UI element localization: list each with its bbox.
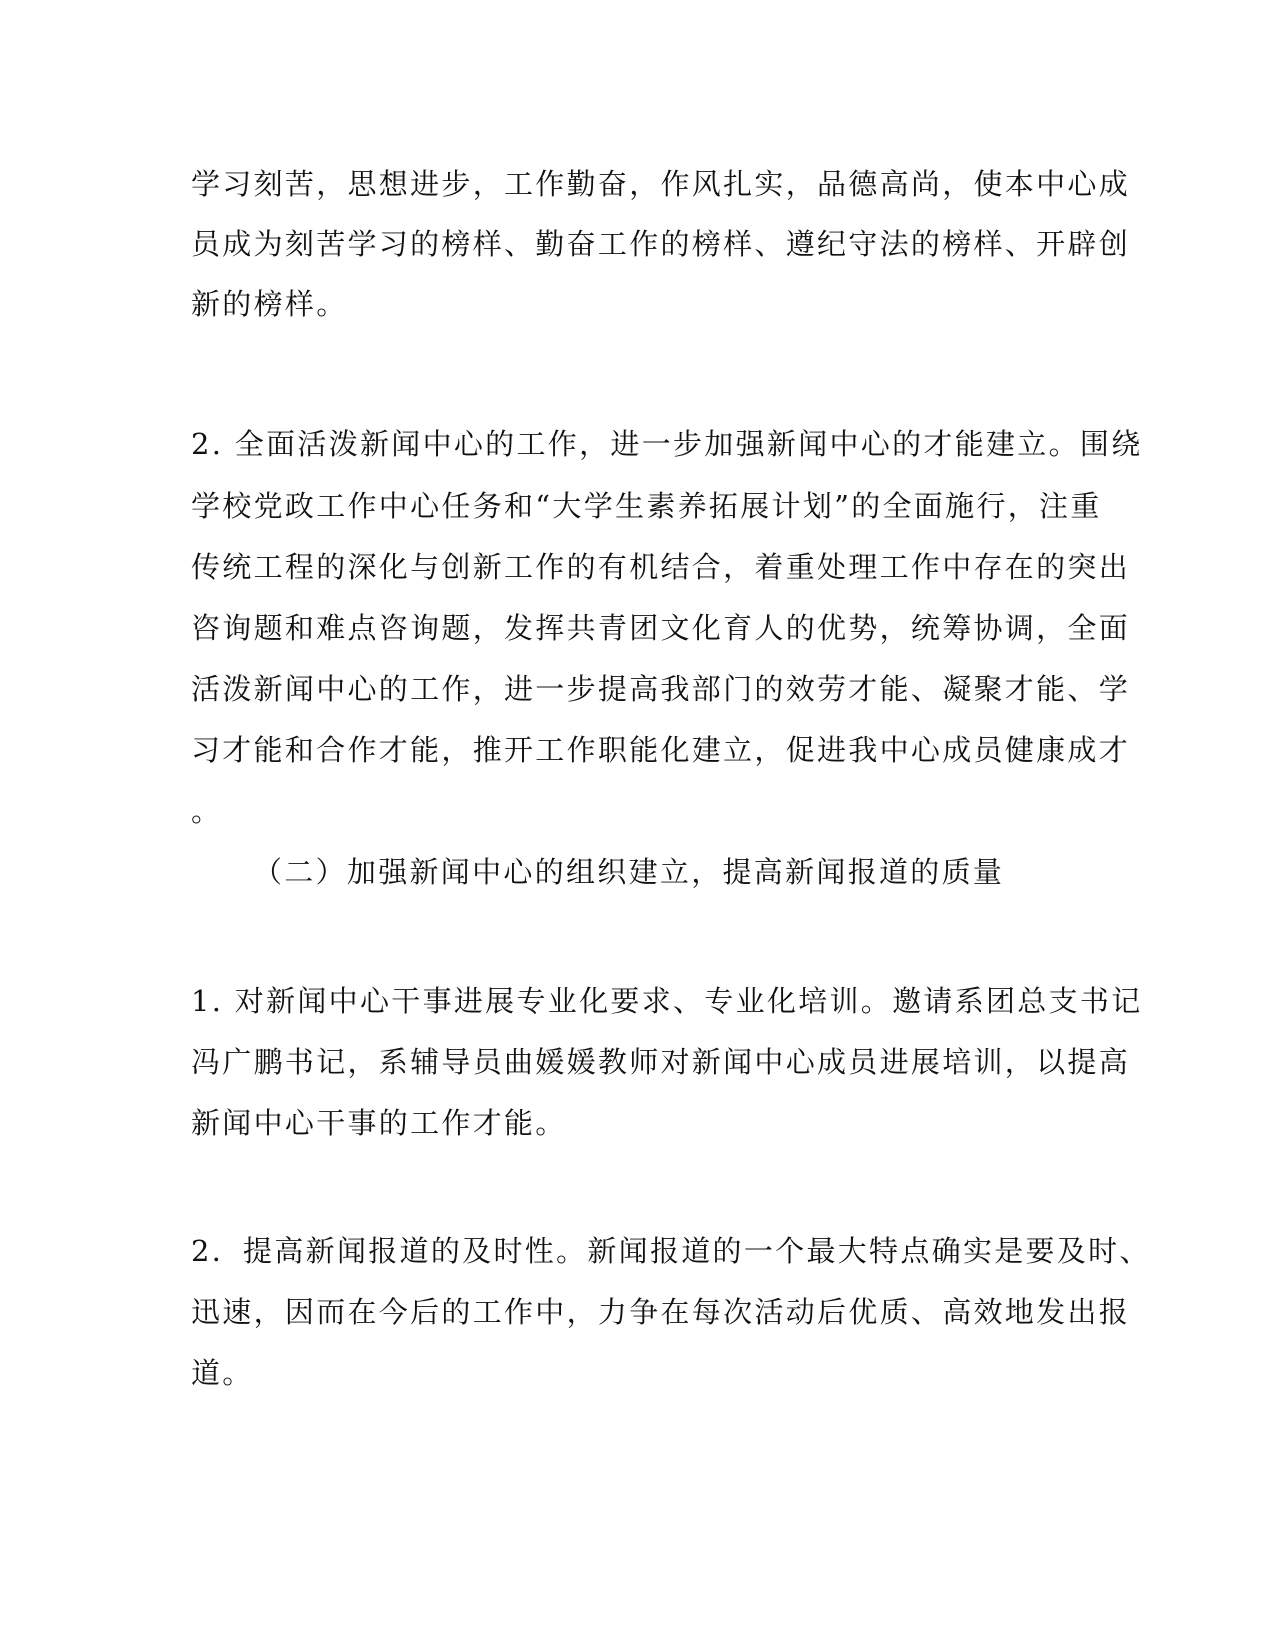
text-line: 新闻中心干事的工作才能。 <box>191 1106 567 1140</box>
text-line: 学校党政工作中心任务和“大学生素养拓展计划”的全面施行，注重 <box>191 489 1102 523</box>
text-line: 习才能和合作才能，推开工作职能化建立，促进我中心成员健康成才 <box>191 733 1131 767</box>
text-line: 学习刻苦，思想进步，工作勤奋，作风扎实，品德高尚，使本中心成 <box>191 167 1131 201</box>
text-line: 员成为刻苦学习的榜样、勤奋工作的榜样、遵纪守法的榜样、开辟创 <box>191 227 1131 261</box>
text-line: 冯广鹏书记，系辅导员曲媛媛教师对新闻中心成员进展培训，以提高 <box>191 1045 1131 1079</box>
text-line: 咨询题和难点咨询题，发挥共青团文化育人的优势，统筹协调，全面 <box>191 611 1131 645</box>
text-line: 活泼新闻中心的工作，进一步提高我部门的效劳才能、凝聚才能、学 <box>191 672 1131 706</box>
text-line: 新的榜样。 <box>191 287 348 321</box>
text-line: 2. 全面活泼新闻中心的工作，进一步加强新闻中心的才能建立。围绕 <box>191 427 1143 461</box>
text-line: 道。 <box>191 1356 254 1390</box>
text-line: 。 <box>191 794 223 828</box>
text-line: 1. 对新闻中心干事进展专业化要求、专业化培训。邀请系团总支书记 <box>191 984 1143 1018</box>
text-line: 2．提高新闻报道的及时性。新闻报道的一个最大特点确实是要及时、 <box>191 1234 1151 1268</box>
section-heading: （二）加强新闻中心的组织建立，提高新闻报道的质量 <box>253 855 1005 889</box>
text-line: 传统工程的深化与创新工作的有机结合，着重处理工作中存在的突出 <box>191 550 1131 584</box>
text-line: 迅速，因而在今后的工作中，力争在每次活动后优质、高效地发出报 <box>191 1295 1131 1329</box>
